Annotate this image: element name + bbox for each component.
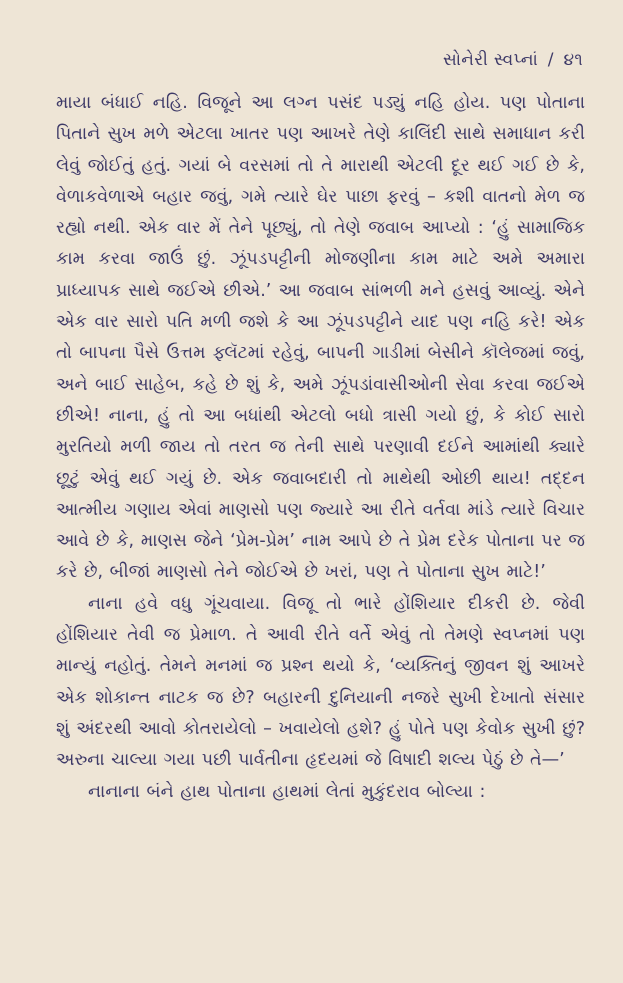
- paragraph-continued: માયા બંધાઈ નહિ. વિજૂને આ લગ્ન પસંદ પડ્યું નહિ હોય. પણ પોતાના પિતાને સુખ મળે એટલા ખાતર પણ આખરે તેણે કાલિંદી સાથે સમાધાન કરી લેવું જોઈતું હતું. ગયાં બે વરસમાં તો તે મારાથી એટલી દૂર થઈ ગઈ છે કે, વેળાકવેળાએ બહાર જવું, ગમે ત્યારે ઘેર પાછા ફરવું – કશી વાતનો મેળ જ રહ્યો નથી. એક વાર મેં તેને પૂછ્યું, તો તેણે જવાબ આપ્યો : ‘હું સામાજિક કામ કરવા જાઉં છું. ઝૂંપડપટ્ટીની મોજણીના કામ માટે અમે અમારા પ્રાધ્યાપક સાથે જઈએ છીએ.’ આ જવાબ સાંભળી મને હસવું આવ્યું. એને એક વાર સારો પતિ મળી જશે કે આ ઝૂંપડપટ્ટીને યાદ પણ નહિ કરે! એક તો બાપના પૈસે ઉત્તમ ફ્લૅટમાં રહેવું, બાપની ગાડીમાં બેસીને કૉલેજમાં જવું, અને બાઈ સાહેબ, કહે છે શું કે, અમે ઝૂંપડાંવાસીઓની સેવા કરવા જઈએ છીએ! નાના, હું તો આ બધાંથી એટલો બધો ત્રાસી ગયો છું, કે કોઈ સારો મુરતિયો મળી જાય તો તરત જ તેની સાથે પરણાવી દઈને આમાંથી ક્યારે છૂટું એવું થઈ ગયું છે. એક જવાબદારી તો માથેથી ઓછી થાય! તદ્દન આત્મીય ગણાય એવાં માણસો પણ જ્યારે આ રીતે વર્તવા માંડે ત્યારે વિચાર આવે છે કે, માણસ જેને ‘પ્રેમ-પ્રેમ’ નામ આપે છે તે પ્રેમ દરેક પોતાના પર જ કરે છે, બીજાં માણસો તેને જોઈએ છે ખરાં, પણ તે પોતાના સુખ માટે!’: [56, 93, 585, 583]
- header-separator: /: [547, 50, 554, 70]
- book-title: સોનેરી સ્વપ્નાં: [442, 50, 539, 70]
- paragraph: નાના હવે વધુ ગૂંચવાયા. વિજૂ તો ભારે હોંશિયાર દીકરી છે. જેવી હોંશિયાર તેવી જ પ્રેમાળ. તે આવી રીતે વર્તે એવું તો તેમણે સ્વપ્નમાં પણ માન્યું નહોતું. તેમને મનમાં જ પ્રશ્ન થયો કે, ‘વ્યક્તિનું જીવન શું આખરે એક શોકાન્ત નાટક જ છે? બહારની દુનિયાની નજરે સુખી દેખાતો સંસાર શું અંદરથી આવો કોતરાયેલો – ખવાયેલો હશે? હું પોતે પણ કેવોક સુખી છું? અરુના ચાલ્યા ગયા પછી પાર્વતીના હૃદયમાં જે વિષાદી શલ્ય પેઠું છે તે—’: [56, 593, 585, 771]
- paragraph: નાનાના બંને હાથ પોતાના હાથમાં લેતાં મુકુંદરાવ બોલ્યા :: [88, 781, 486, 802]
- page-number: ૪૧: [563, 50, 583, 70]
- page-body: [56, 88, 585, 808]
- running-header: [56, 50, 583, 70]
